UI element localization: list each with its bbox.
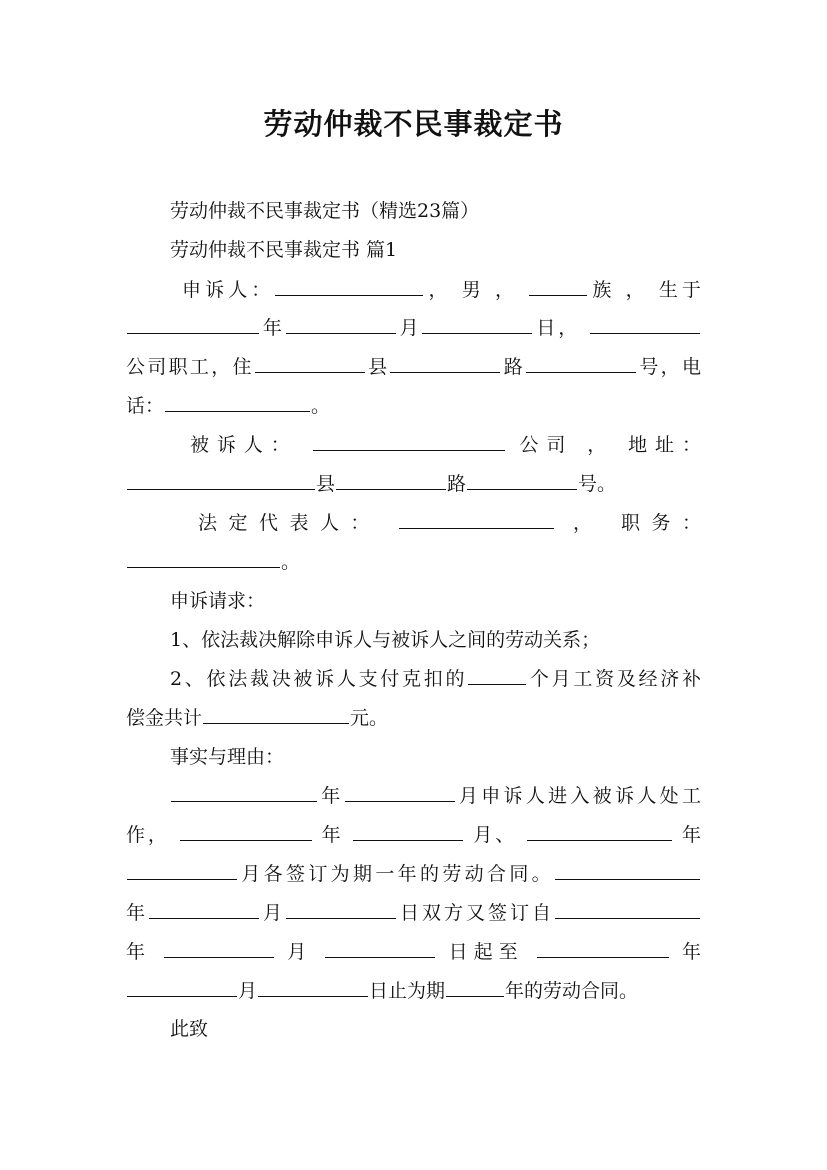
respondent-line-1 xyxy=(190,430,701,460)
ethnicity-label: 族 xyxy=(588,279,616,301)
day-label: 日， xyxy=(533,317,581,339)
road-label: 路 xyxy=(447,473,467,495)
month-label: 月 xyxy=(396,317,422,339)
county-road-blank xyxy=(336,470,446,490)
month-label: 月 xyxy=(287,941,313,963)
number-blank xyxy=(526,353,636,373)
complainant-line-3 xyxy=(126,352,701,382)
number-label: 号。 xyxy=(578,473,617,495)
facts-line-5 xyxy=(126,937,701,967)
contract-month-blank xyxy=(353,821,463,841)
comma: ， xyxy=(494,279,519,301)
respondent-label: 被诉人： xyxy=(190,434,298,456)
month-label: 月 xyxy=(260,902,285,924)
amount-blank xyxy=(203,704,349,724)
born-label: 生于 xyxy=(658,279,701,301)
claim-2-line-1 xyxy=(170,664,701,694)
birth-year-blank xyxy=(127,314,259,334)
join-text: 月申诉人进入被诉人处工 xyxy=(455,785,701,807)
facts-heading: 事实与理由： xyxy=(170,746,285,768)
respondent-line-2 xyxy=(126,469,701,499)
comma: ， xyxy=(572,512,604,534)
complainant-label: 申诉人： xyxy=(182,279,275,301)
part-heading: 劳动仲裁不民事裁定书 篇1 xyxy=(170,239,398,261)
renew-month-blank xyxy=(149,899,259,919)
document-title: 劳动仲裁不民事裁定书 xyxy=(263,107,564,141)
facts-line-3 xyxy=(126,859,701,889)
claim-2-line-2 xyxy=(126,703,701,733)
year-label: 年 xyxy=(126,902,148,924)
claim-2-text-a: 2、依法裁决被诉人支付克扣的 xyxy=(170,668,468,690)
address-label: 地址： xyxy=(628,434,701,456)
number-phone-label: 号，电 xyxy=(637,356,701,378)
legal-rep-line-2 xyxy=(126,547,701,577)
join-year-blank xyxy=(171,782,317,802)
from-year-blank xyxy=(555,899,700,919)
birth-month-blank xyxy=(286,314,396,334)
renew-signed-text: 日双方又签订自 xyxy=(397,902,554,924)
claims-heading: 申诉请求： xyxy=(170,590,266,612)
legal-rep-label: 法定代表人： xyxy=(198,512,381,534)
month-label: 月 xyxy=(238,980,258,1002)
to-month-blank xyxy=(127,977,237,997)
company-staff-text: 公司职工，住 xyxy=(126,356,254,378)
comma: ， xyxy=(587,434,615,456)
period: 。 xyxy=(311,395,331,417)
respondent-company-blank xyxy=(313,431,505,451)
to-year-blank xyxy=(537,938,669,958)
road-label: 路 xyxy=(501,356,526,378)
work-text: 作， xyxy=(126,824,170,846)
contract-year-blank xyxy=(180,821,312,841)
comma: ， xyxy=(424,279,452,301)
from-month-blank xyxy=(164,938,274,958)
company-blank xyxy=(590,314,700,334)
facts-line-2 xyxy=(126,820,701,850)
county-label: 县 xyxy=(316,473,336,495)
position-blank xyxy=(127,548,280,568)
year-label: 年 xyxy=(681,824,701,846)
closing: 此致 xyxy=(170,1018,209,1040)
month-label: 月、 xyxy=(473,824,518,846)
ethnicity-blank xyxy=(529,276,587,296)
facts-line-1 xyxy=(170,781,701,811)
complainant-line-4 xyxy=(126,391,701,421)
legal-rep-name-blank xyxy=(399,509,554,529)
contract-year2-blank xyxy=(527,821,672,841)
company-label: 公司 xyxy=(519,434,574,456)
complainant-line-2 xyxy=(126,313,701,343)
claim-2-text-c: 偿金共计 xyxy=(126,707,203,729)
road-number-blank xyxy=(467,470,577,490)
term-years-blank xyxy=(446,977,504,997)
phone-blank xyxy=(165,392,310,412)
renew-day-blank xyxy=(286,899,396,919)
signed-text: 月各签订为期一年的劳动合同。 xyxy=(238,863,554,885)
year-label: 年 xyxy=(260,317,285,339)
day-from-text: 日起至 xyxy=(448,941,524,963)
address-blank xyxy=(127,470,315,490)
renew-year-blank xyxy=(555,860,700,880)
facts-line-4 xyxy=(126,898,701,928)
months-blank xyxy=(468,665,526,685)
from-day-blank xyxy=(325,938,435,958)
to-day-blank xyxy=(258,977,368,997)
join-month-blank xyxy=(345,782,455,802)
position-label: 职务： xyxy=(621,512,701,534)
legal-rep-line-1 xyxy=(198,508,701,538)
birth-day-blank xyxy=(422,314,532,334)
year-label: 年 xyxy=(321,824,344,846)
claim-1: 1、依法裁决解除申诉人与被诉人之间的劳动关系； xyxy=(170,629,601,651)
contract-end-text: 年的劳动合同。 xyxy=(505,980,639,1002)
contract-month2-blank xyxy=(127,860,237,880)
year-label: 年 xyxy=(126,941,152,963)
year-label: 年 xyxy=(318,785,344,807)
county-blank xyxy=(255,353,365,373)
period: 。 xyxy=(281,551,301,573)
year-label: 年 xyxy=(681,941,701,963)
claim-2-text-b: 个月工资及经济补 xyxy=(527,668,701,690)
complainant-name-blank xyxy=(275,276,423,296)
subtitle: 劳动仲裁不民事裁定书（精选23篇） xyxy=(170,200,480,222)
county-label: 县 xyxy=(365,356,390,378)
facts-line-6 xyxy=(126,976,701,1006)
road-blank xyxy=(390,353,500,373)
comma: ， xyxy=(625,279,649,301)
claim-2-text-d: 元。 xyxy=(350,707,389,729)
complainant-line-1 xyxy=(182,275,701,305)
phone-label: 话： xyxy=(126,395,165,417)
day-end-text: 日止为期 xyxy=(369,980,446,1002)
gender-text: 男 xyxy=(461,279,485,301)
